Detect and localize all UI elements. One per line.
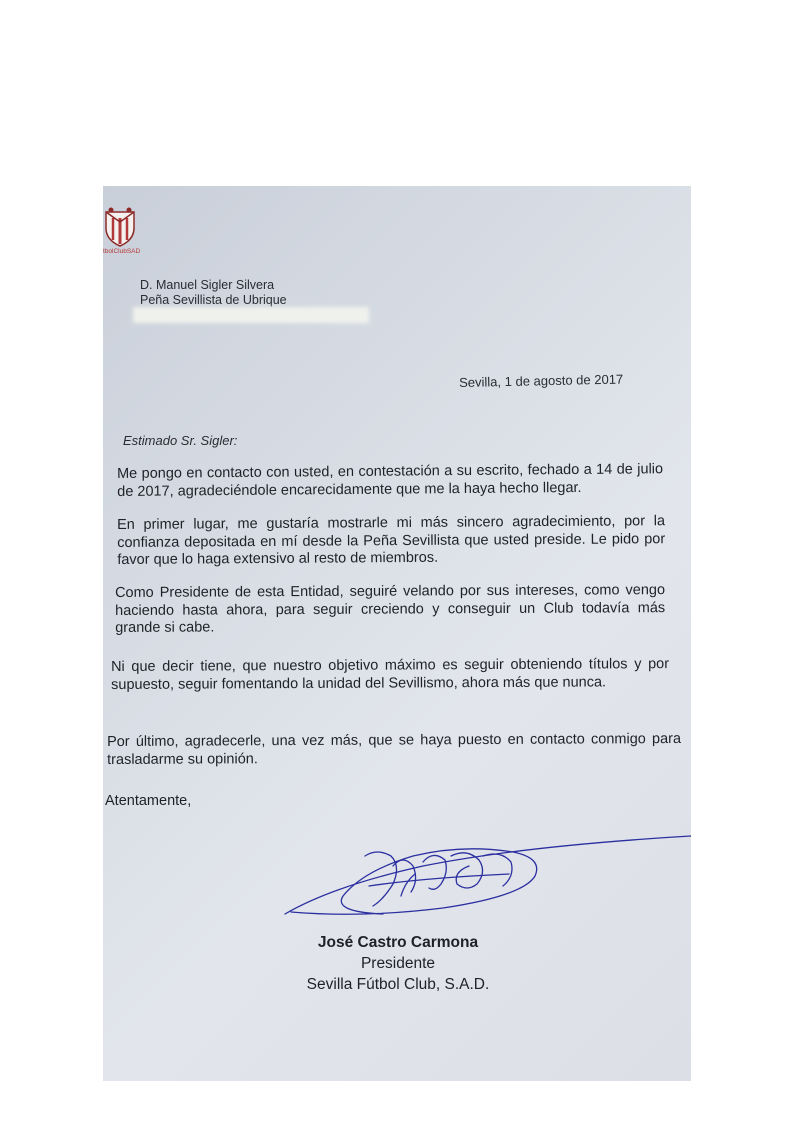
letter-date: Sevilla, 1 de agosto de 2017 [459, 371, 624, 390]
body-paragraph-1: Me pongo en contacto con usted, en contestación a su escrito, fechado a 14 de julio de 2017, agradeciéndole encarecidamente que me la haya hecho llegar. [117, 461, 664, 500]
handwritten-signature [273, 826, 691, 926]
closing: Atentamente, [105, 793, 192, 809]
signer-organization: Sevilla Fútbol Club, S.A.D. [306, 976, 490, 993]
salutation: Estimado Sr. Sigler: [123, 433, 238, 448]
redacted-address [133, 307, 369, 323]
signer-role: Presidente [360, 955, 436, 972]
crest-label: tbolClubSAD [103, 248, 141, 255]
recipient-block [140, 278, 287, 308]
body-paragraph-4: Ni que decir tiene, que nuestro objetivo máximo es seguir obteniendo títulos y por supuesto, seguir fomentando la unidad del Sevillismo, ahora más que nunca. [111, 656, 670, 693]
signer-name: José Castro Carmona [317, 934, 479, 951]
body-paragraph-2: En primer lugar, me gustaría mostrarle mi más sincero agradecimiento, por la confianza depositada en mí desde la Peña Sevillista que usted preside. Le pido por favor que lo haga extensivo al resto de miembros. [117, 513, 666, 568]
signer-block [253, 932, 543, 995]
body-paragraph-3: Como Presidente de esta Entidad, seguiré velando por sus intereses, como vengo haciendo hasta ahora, para seguir creciendo y conseguir un Club todavía más grande si cabe. [115, 582, 666, 636]
club-crest-icon [103, 206, 137, 248]
body-paragraph-5: Por último, agradecerle, una vez más, que se haya puesto en contacto conmigo para trasladarme su opinión. [107, 730, 682, 768]
recipient-name: D. Manuel Sigler Silvera [140, 278, 275, 292]
letter-photo [103, 186, 691, 1081]
recipient-organization: Peña Sevillista de Ubrique [140, 293, 287, 307]
